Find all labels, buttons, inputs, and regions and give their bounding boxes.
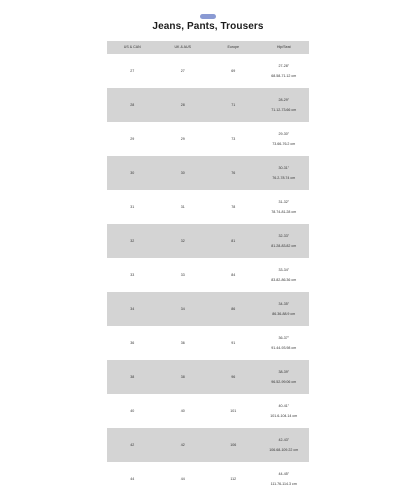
cell-europe: 91 (231, 340, 236, 345)
cell-us-can: 38 (130, 374, 135, 379)
cell-hip-seat (259, 370, 310, 384)
page-title: Jeans, Pants, Trousers (152, 21, 264, 32)
cell-uk-aus: 29 (180, 136, 185, 141)
hip-inches: 29-30" (278, 132, 289, 137)
cell-uk-aus: 40 (180, 408, 185, 413)
table-row (107, 224, 309, 258)
cell-europe: 96 (231, 374, 236, 379)
cell-hip-seat (259, 404, 310, 418)
table-body (107, 54, 309, 496)
cell-uk-aus: 33 (180, 272, 185, 277)
cell-us-can: 27 (130, 68, 135, 73)
table-row (107, 88, 309, 122)
cell-us-can: 30 (130, 170, 135, 175)
cell-us-can: 40 (130, 408, 135, 413)
table-header-row (107, 41, 309, 54)
cell-hip-seat (259, 336, 310, 350)
cell-uk-aus: 44 (180, 476, 185, 481)
hip-inches: 28-29" (278, 98, 289, 103)
header-europe: Europe (227, 45, 240, 50)
cell-us-can: 44 (130, 476, 135, 481)
hip-centimeters: 83.82-86.36 cm (271, 277, 297, 282)
header-us-can: US & CAN (123, 45, 141, 50)
cell-us-can: 36 (130, 340, 135, 345)
table-row (107, 292, 309, 326)
cell-europe: 78 (231, 204, 236, 209)
cell-europe: 71 (231, 102, 236, 107)
hip-centimeters: 78.74-81.28 cm (271, 209, 297, 214)
hip-inches: 30-31" (278, 166, 289, 171)
hip-centimeters: 96.52-99.06 cm (271, 379, 297, 384)
cell-uk-aus: 28 (180, 102, 185, 107)
cell-uk-aus: 34 (180, 306, 185, 311)
hip-centimeters: 68.58-71.12 cm (271, 73, 297, 78)
cell-uk-aus: 38 (180, 374, 185, 379)
hip-centimeters: 73.66-76.2 cm (272, 141, 296, 146)
hip-inches: 27-28" (278, 64, 289, 69)
cell-europe: 76 (231, 170, 236, 175)
hip-centimeters: 106.68-109.22 cm (269, 447, 299, 452)
cell-europe: 112 (230, 476, 237, 481)
header-uk-aus: UK & AUS (174, 45, 192, 50)
cell-hip-seat (259, 234, 310, 248)
table-row (107, 360, 309, 394)
hip-inches: 44-45" (278, 472, 289, 477)
table-row (107, 462, 309, 496)
cell-uk-aus: 42 (180, 442, 185, 447)
cell-hip-seat (259, 98, 310, 112)
cell-uk-aus: 31 (180, 204, 185, 209)
header-hip-seat: Hip/Seat (276, 45, 291, 50)
table-row (107, 258, 309, 292)
table-row (107, 326, 309, 360)
cell-europe: 73 (231, 136, 236, 141)
hip-inches: 32-33" (278, 234, 289, 239)
cell-us-can: 31 (130, 204, 135, 209)
table-row (107, 190, 309, 224)
cell-europe: 106 (230, 442, 237, 447)
cell-uk-aus: 36 (180, 340, 185, 345)
cell-europe: 101 (230, 408, 237, 413)
cell-us-can: 29 (130, 136, 135, 141)
cell-us-can: 34 (130, 306, 135, 311)
cell-hip-seat (259, 302, 310, 316)
hip-centimeters: 81.28-83.82 cm (271, 243, 297, 248)
hip-centimeters: 76.2-78.74 cm (272, 175, 296, 180)
cell-europe: 81 (231, 238, 236, 243)
table-row (107, 122, 309, 156)
cell-europe: 86 (231, 306, 236, 311)
category-badge (200, 14, 216, 19)
hip-inches: 33-34" (278, 268, 289, 273)
cell-us-can: 32 (130, 238, 135, 243)
cell-hip-seat (259, 64, 310, 78)
cell-hip-seat (259, 200, 310, 214)
table-row (107, 394, 309, 428)
hip-inches: 38-39" (278, 370, 289, 375)
cell-hip-seat (259, 438, 310, 452)
cell-hip-seat (259, 166, 310, 180)
hip-inches: 34-35" (278, 302, 289, 307)
hip-centimeters: 86.36-88.9 cm (272, 311, 296, 316)
hip-inches: 31-32" (278, 200, 289, 205)
cell-uk-aus: 30 (180, 170, 185, 175)
cell-uk-aus: 27 (180, 68, 185, 73)
cell-hip-seat (259, 268, 310, 282)
cell-us-can: 28 (130, 102, 135, 107)
hip-centimeters: 111.76-114.3 cm (270, 481, 297, 486)
cell-europe: 69 (231, 68, 236, 73)
hip-centimeters: 71.12-73.66 cm (271, 107, 297, 112)
cell-europe: 84 (231, 272, 236, 277)
size-table (107, 41, 309, 496)
cell-uk-aus: 32 (180, 238, 185, 243)
hip-centimeters: 91.44-93.98 cm (271, 345, 297, 350)
cell-us-can: 33 (130, 272, 135, 277)
cell-us-can: 42 (130, 442, 135, 447)
table-row (107, 54, 309, 88)
hip-centimeters: 101.6-104.14 cm (270, 413, 298, 418)
cell-hip-seat (259, 132, 310, 146)
hip-inches: 42-43" (278, 438, 289, 443)
table-row (107, 428, 309, 462)
cell-hip-seat (259, 472, 310, 486)
hip-inches: 40-41" (278, 404, 289, 409)
hip-inches: 36-37" (278, 336, 289, 341)
table-row (107, 156, 309, 190)
